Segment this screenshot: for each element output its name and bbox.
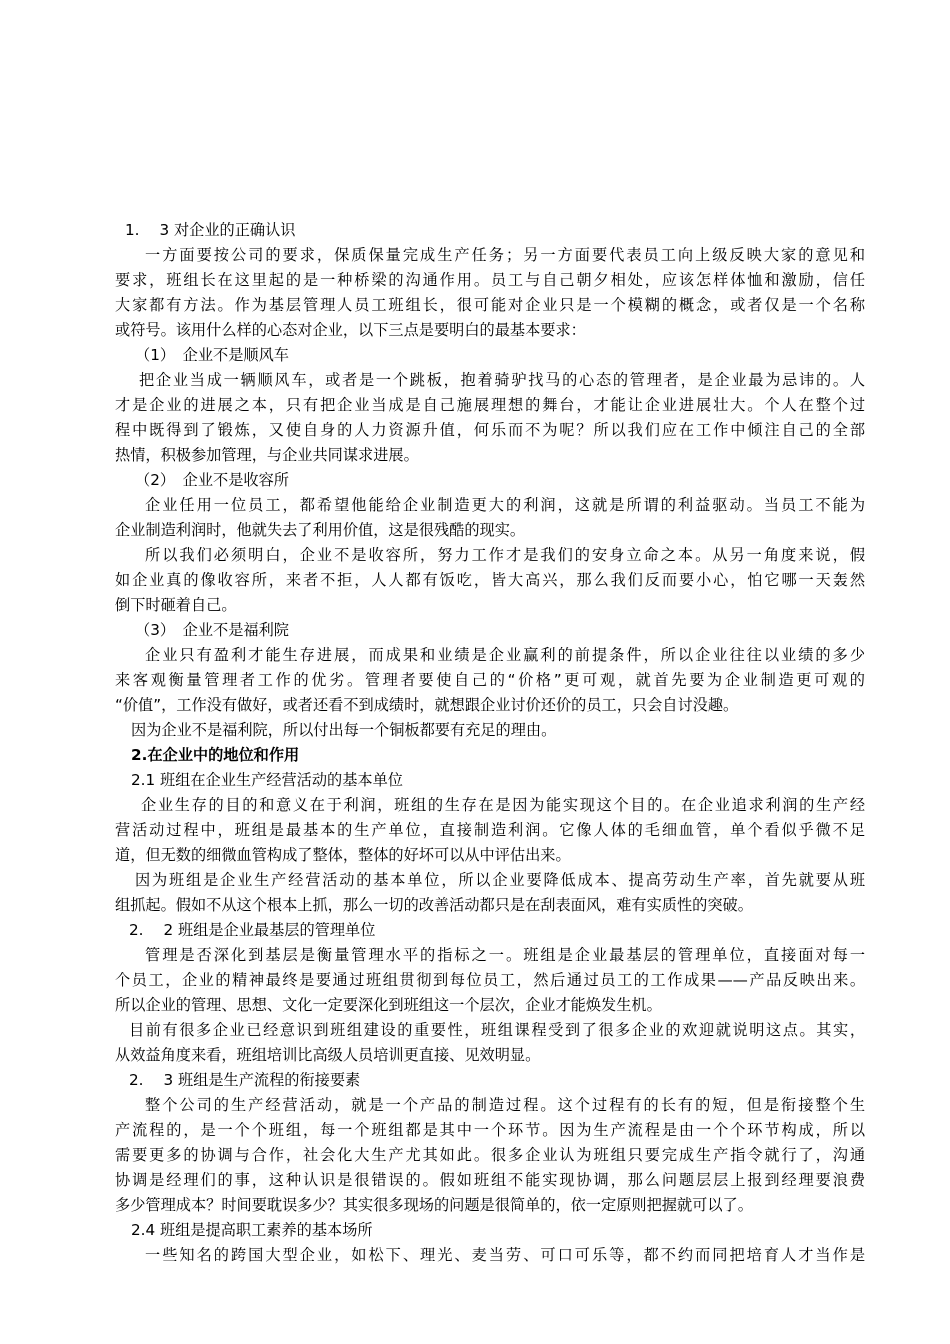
text-line: 如企业真的像收容所，来者不拒，人人都有饭吃，皆大高兴，那么我们反而要小心，怕它哪一天轰然 — [115, 571, 865, 589]
section-heading: 2.在企业中的地位和作用 — [131, 746, 300, 764]
text-line: 把企业当成一辆顺风车，或者是一个跳板，抱着骑驴找马的心态的管理者，是企业最为忌讳的。人 — [139, 371, 865, 389]
text-line: 协调是经理们的事，这种认识是很错误的。假如班组不能实现协调，那么问题层层上报到经理要浪费 — [115, 1171, 865, 1189]
text-line: 2.1 班组在企业生产经营活动的基本单位 — [131, 771, 403, 789]
text-line: “价值”，工作没有做好，或者还看不到成绩时，就想跟企业讨价还价的员工，只会自讨没趣。 — [115, 696, 739, 714]
text-line: 需要更多的协调与合作，社会化大生产尤其如此。很多企业认为班组只要完成生产指令就行了，沟通 — [115, 1146, 865, 1164]
text-line: 因为班组是企业生产经营活动的基本单位，所以企业要降低成本、提高劳动生产率，首先就要从班 — [135, 871, 865, 889]
text-line: 营活动过程中，班组是最基本的生产单位，直接制造利润。它像人体的毛细血管，单个看似乎微不足 — [115, 821, 865, 839]
text-line: 企业生存的目的和意义在于利润，班组的生存在是因为能实现这个目的。在企业追求利润的生产经 — [141, 796, 865, 814]
text-line: 企业只有盈利才能生存进展，而成果和业绩是企业赢利的前提条件，所以企业往往以业绩的多少 — [145, 646, 865, 664]
text-line: 一些知名的跨国大型企业，如松下、理光、麦当劳、可口可乐等，都不约而同把培育人才当作是 — [145, 1246, 865, 1264]
text-line: 目前有很多企业已经意识到班组建设的重要性，班组课程受到了很多企业的欢迎就说明这点。其实， — [129, 1021, 865, 1039]
text-line: （2） 企业不是收容所 — [135, 471, 289, 489]
text-line: 倒下时砸着自己。 — [115, 596, 237, 614]
text-line: 来客观衡量管理者工作的优劣。管理者要使自己的“价格”更可观，就首先要为企业制造更可观的 — [115, 671, 865, 689]
text-line: 所以企业的管理、思想、文化一定要深化到班组这一个层次，企业才能焕发生机。 — [115, 996, 662, 1014]
text-line: 企业制造利润时，他就失去了利用价值，这是很残酷的现实。 — [115, 521, 526, 539]
text-line: 所以我们必须明白，企业不是收容所，努力工作才是我们的安身立命之本。从另一角度来说，假 — [145, 546, 865, 564]
document-body — [115, 218, 865, 1268]
text-line: 要求，班组长在这里起的是一种桥梁的沟通作用。员工与自己朝夕相处，应该怎样体恤和激励，信任 — [115, 271, 865, 289]
text-line: 程中既得到了锻炼，又使自身的人力资源升值，何乐而不为呢？所以我们应在工作中倾注自己的全部 — [115, 421, 865, 439]
text-line: 组抓起。假如不从这个根本上抓，那么一切的改善活动都只是在刮表面风，难有实质性的突破。 — [115, 896, 753, 914]
text-line: 一方面要按公司的要求，保质保量完成生产任务；另一方面要代表员工向上级反映大家的意见和 — [145, 246, 865, 264]
text-line: 大家都有方法。作为基层管理人员工班组长，很可能对企业只是一个模糊的概念，或者仅是一个名称 — [115, 296, 865, 314]
text-line: 产流程的，是一个个班组，每一个班组都是其中一个环节。因为生产流程是由一个个环节构成，所以 — [115, 1121, 865, 1139]
text-line: 2. 2 班组是企业最基层的管理单位 — [129, 921, 376, 939]
text-line: 1. 3 对企业的正确认识 — [125, 221, 296, 239]
text-line: （1） 企业不是顺风车 — [135, 346, 289, 364]
text-line: 管理是否深化到基层是衡量管理水平的指标之一。班组是企业最基层的管理单位，直接面对每一 — [145, 946, 865, 964]
text-line: 多少管理成本？时间要耽误多少？其实很多现场的问题是很简单的，依一定原则把握就可以了。 — [115, 1196, 753, 1214]
text-line: 2.4 班组是提高职工素养的基本场所 — [131, 1221, 373, 1239]
text-line: 因为企业不是福利院，所以付出每一个铜板都要有充足的理由。 — [131, 721, 557, 739]
text-line: 个员工，企业的精神最终是要通过班组贯彻到每位员工，然后通过员工的工作成果——产品反映出来。 — [115, 971, 865, 989]
text-line: 才是企业的进展之本，只有把企业当成是自己施展理想的舞台，才能让企业进展壮大。个人在整个过 — [115, 396, 865, 414]
text-line: 从效益角度来看，班组培训比高级人员培训更直接、见效明显。 — [115, 1046, 541, 1064]
text-line: 2. 3 班组是生产流程的衔接要素 — [129, 1071, 361, 1089]
text-line: 整个公司的生产经营活动，就是一个产品的制造过程。这个过程有的长有的短，但是衔接整个生 — [145, 1096, 865, 1114]
text-line: 热情，积极参加管理，与企业共同谋求进展。 — [115, 446, 419, 464]
text-line: （3） 企业不是福利院 — [135, 621, 289, 639]
text-line: 道，但无数的细微血管构成了整体，整体的好坏可以从中评估出来。 — [115, 846, 571, 864]
text-line: 或符号。该用什么样的心态对企业，以下三点是要明白的最基本要求： — [115, 321, 586, 339]
text-line: 企业任用一位员工，都希望他能给企业制造更大的利润，这就是所谓的利益驱动。当员工不能为 — [145, 496, 865, 514]
